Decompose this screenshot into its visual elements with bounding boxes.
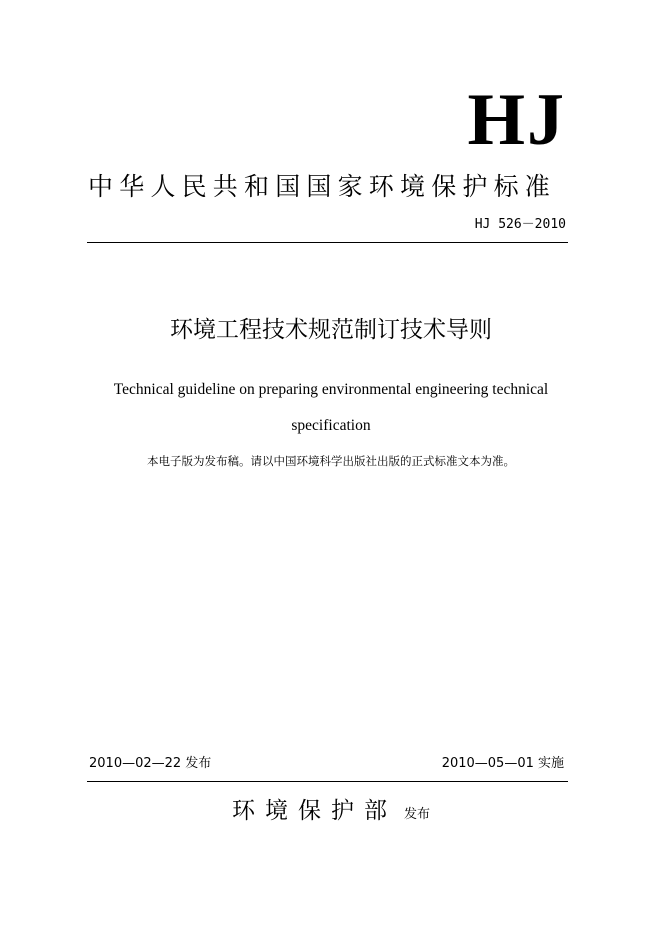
standard-code: HJ 526－2010 [474, 217, 566, 232]
effective-date: 2010—05—01 实施 [441, 756, 564, 771]
document-title-en-line1: Technical guideline on preparing environmental engineering technical [113, 381, 549, 398]
document-title-en [0, 372, 662, 444]
issue-date: 2010—02—22 发布 [89, 756, 212, 771]
document-title-en-line2: specification [291, 417, 371, 434]
electronic-version-note: 本电子版为发布稿。请以中国环境科学出版社出版的正式标准文本为准。 [147, 454, 515, 468]
hj-logo: HJ [467, 79, 566, 161]
header-divider [87, 242, 568, 243]
standard-category-title: 中华人民共和国国家环境保护标准 [88, 172, 557, 201]
footer-divider [87, 781, 568, 782]
document-title-zh: 环境工程技术规范制订技术导则 [170, 317, 492, 343]
publisher-suffix: 发布 [404, 807, 431, 822]
publisher-name: 环境保护部 [231, 798, 397, 824]
publisher [0, 794, 662, 832]
